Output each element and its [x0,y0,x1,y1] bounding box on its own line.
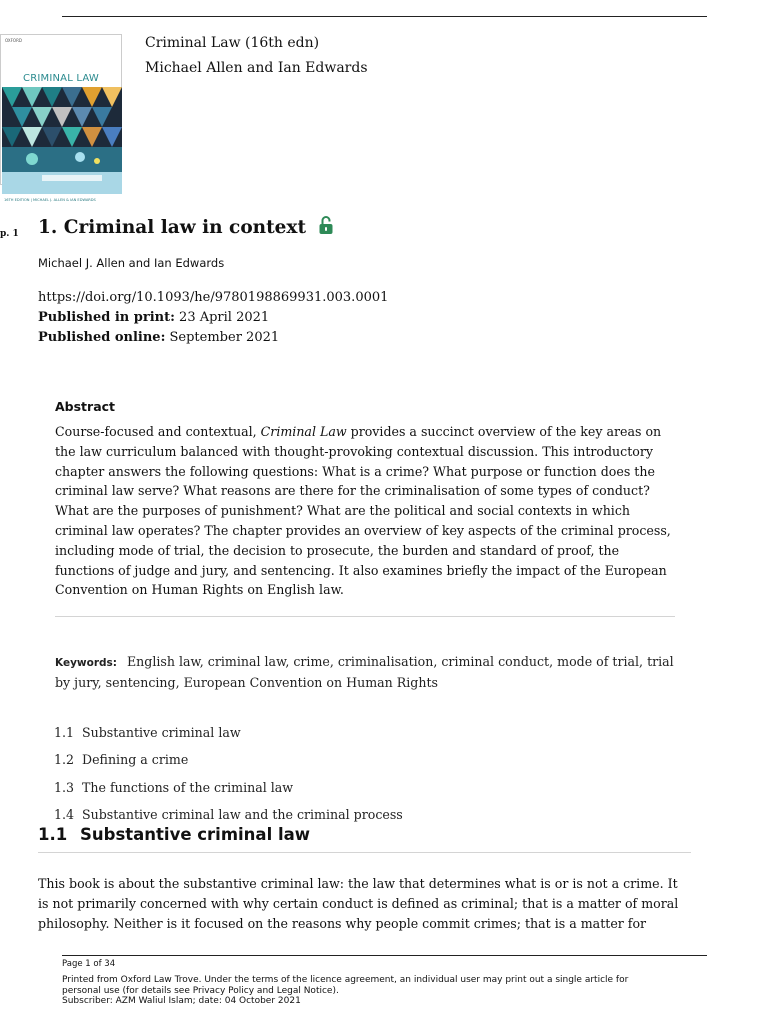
toc-item[interactable]: 1.1 Substantive criminal law [54,725,241,740]
book-title: Criminal Law (16th edn) [145,35,320,51]
footer-rule [62,955,707,956]
page-count: Page 1 of 34 [62,959,116,969]
abstract-heading: Abstract [55,399,116,414]
published-print: Published in print: 23 April 2021 [38,310,270,325]
book-title-italic: Criminal Law [260,424,347,439]
chapter-title [38,217,334,240]
abstract-divider [55,616,675,617]
toc-item[interactable]: 1.2 Defining a crime [54,752,189,768]
keywords [55,652,681,693]
page-footer [62,959,702,1007]
abstract-text: Course-focused and contextual, Criminal Law provides a succinct overview of the key areas on the law curriculum balanced with thought-provoking contextual discussion. This introductory chapter answers the following questions: What is a crime? What purpose or function does the criminal law serve? What reasons are there for the criminalisation of some types of conduct? What are the purposes of punishment? What are the political and social contexts in which criminal law operates? The chapter provides an overview of key aspects of the criminal process, including mode of trial, the decision to prosecute, the burden and standard of proof, the functions of judge and jury, and sentencing. It also examines briefly the impact of the European Convention on Human Rights on English law. [55,424,671,598]
keywords-label: Keywords: [55,657,117,669]
footer-subscriber: Subscriber: AZM Waliul Islam; date: 04 October 2021 [62,996,301,1006]
section-number: 1.1 [38,825,68,844]
published-online: Published online: September 2021 [38,330,280,345]
section-body: This book is about the substantive criminal law: the law that determines what is or is not a crime. It is not primarily concerned with why certain conduct is defined as criminal; that is a matter of moral philosophy. Neither is it focused on the reasons why people commit crimes; that is a matter for [38,876,679,931]
section-toc [54,725,403,834]
book-authors: Michael Allen and Ian Edwards [145,60,368,76]
cover-title: CRIMINAL LAW [23,73,99,84]
doi-link[interactable]: https://doi.org/10.1093/he/9780198869931.003.0001 [38,290,389,305]
cover-publisher: OXFORD [5,38,22,43]
book-cover[interactable] [0,34,122,202]
section-title: Substantive criminal law [80,825,311,844]
footer-licence: Printed from Oxford Law Trove. Under the terms of the licence agreement, an individual user may print out a single article for [62,975,629,985]
keywords-list: English law, criminal law, crime, criminalisation, criminal conduct, mode of trial, trial by jury, sentencing, European Convention on Human Rights [55,654,674,690]
open-padlock-icon [318,215,334,240]
chapter-title-text: 1. Criminal law in context [38,217,307,238]
footer-licence-cont: personal use (for details see Privacy Policy and Legal Notice). [62,985,339,996]
section-heading [38,825,691,853]
page-marker: p. 1 [0,229,19,239]
cover-edition: 16TH EDITION | MICHAEL J. ALLEN & IAN EDWARDS [4,198,96,202]
cover-artwork [2,87,122,194]
publication-info [38,288,388,348]
chapter-authors: Michael J. Allen and Ian Edwards [38,256,225,270]
toc-item[interactable]: 1.3 The functions of the criminal law [54,779,294,795]
toc-item[interactable]: 1.4 Substantive criminal law and the criminal process [54,806,403,822]
header-rule [62,16,707,17]
